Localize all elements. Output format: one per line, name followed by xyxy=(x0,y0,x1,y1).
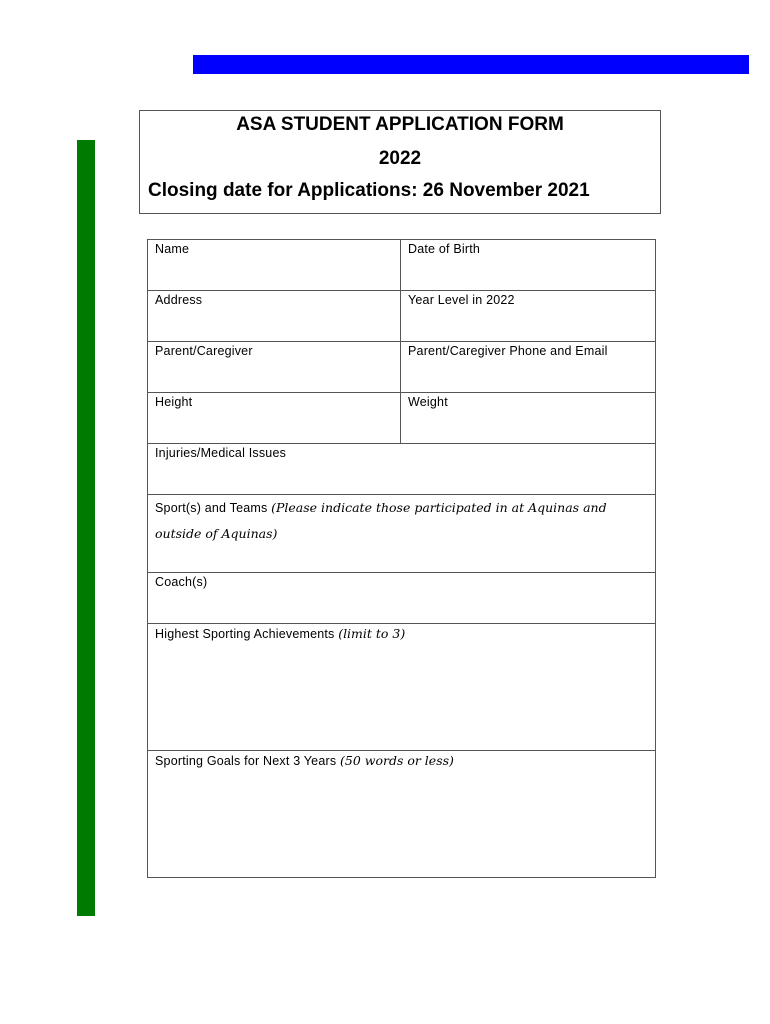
table-row xyxy=(148,444,656,495)
parent-contact-field[interactable] xyxy=(401,342,656,393)
form-year: 2022 xyxy=(378,148,422,169)
achievements-label: Highest Sporting Achievements xyxy=(155,627,339,641)
table-row xyxy=(148,240,656,291)
year-level-label: Year Level in 2022 xyxy=(408,293,515,307)
injuries-field[interactable] xyxy=(148,444,656,495)
goals-field[interactable] xyxy=(148,751,656,878)
coach-field[interactable] xyxy=(148,573,656,624)
name-label: Name xyxy=(155,242,190,256)
top-accent-bar xyxy=(193,55,749,74)
form-header xyxy=(139,110,661,214)
form-title: ASA STUDENT APPLICATION FORM xyxy=(236,114,564,135)
parent-contact-label: Parent/Caregiver Phone and Email xyxy=(408,344,608,358)
table-row xyxy=(148,751,656,878)
year-level-field[interactable] xyxy=(401,291,656,342)
dob-label: Date of Birth xyxy=(408,242,481,256)
injuries-label: Injuries/Medical Issues xyxy=(155,446,287,460)
height-label: Height xyxy=(155,395,193,409)
sports-note: (Please indicate those participated in at Aquinas and outside of Aquinas) xyxy=(155,500,607,541)
table-row xyxy=(148,624,656,751)
address-label: Address xyxy=(155,293,203,307)
goals-note: (50 words or less) xyxy=(339,753,454,768)
table-row xyxy=(148,495,656,573)
height-field[interactable] xyxy=(148,393,401,444)
weight-label: Weight xyxy=(408,395,448,409)
table-row xyxy=(148,573,656,624)
parent-label: Parent/Caregiver xyxy=(155,344,253,358)
table-row xyxy=(148,291,656,342)
coach-label: Coach(s) xyxy=(155,575,208,589)
application-form-table xyxy=(147,239,656,878)
table-row xyxy=(148,393,656,444)
achievements-note: (limit to 3) xyxy=(338,626,406,641)
name-field[interactable] xyxy=(148,240,401,291)
sports-label: Sport(s) and Teams xyxy=(155,501,272,515)
dob-field[interactable] xyxy=(401,240,656,291)
parent-field[interactable] xyxy=(148,342,401,393)
weight-field[interactable] xyxy=(401,393,656,444)
address-field[interactable] xyxy=(148,291,401,342)
sports-field[interactable] xyxy=(148,495,656,573)
side-accent-bar xyxy=(77,140,95,916)
goals-label: Sporting Goals for Next 3 Years xyxy=(155,754,340,768)
table-row xyxy=(148,342,656,393)
closing-date: Closing date for Applications: 26 November 2021 xyxy=(148,180,590,201)
achievements-field[interactable] xyxy=(148,624,656,751)
